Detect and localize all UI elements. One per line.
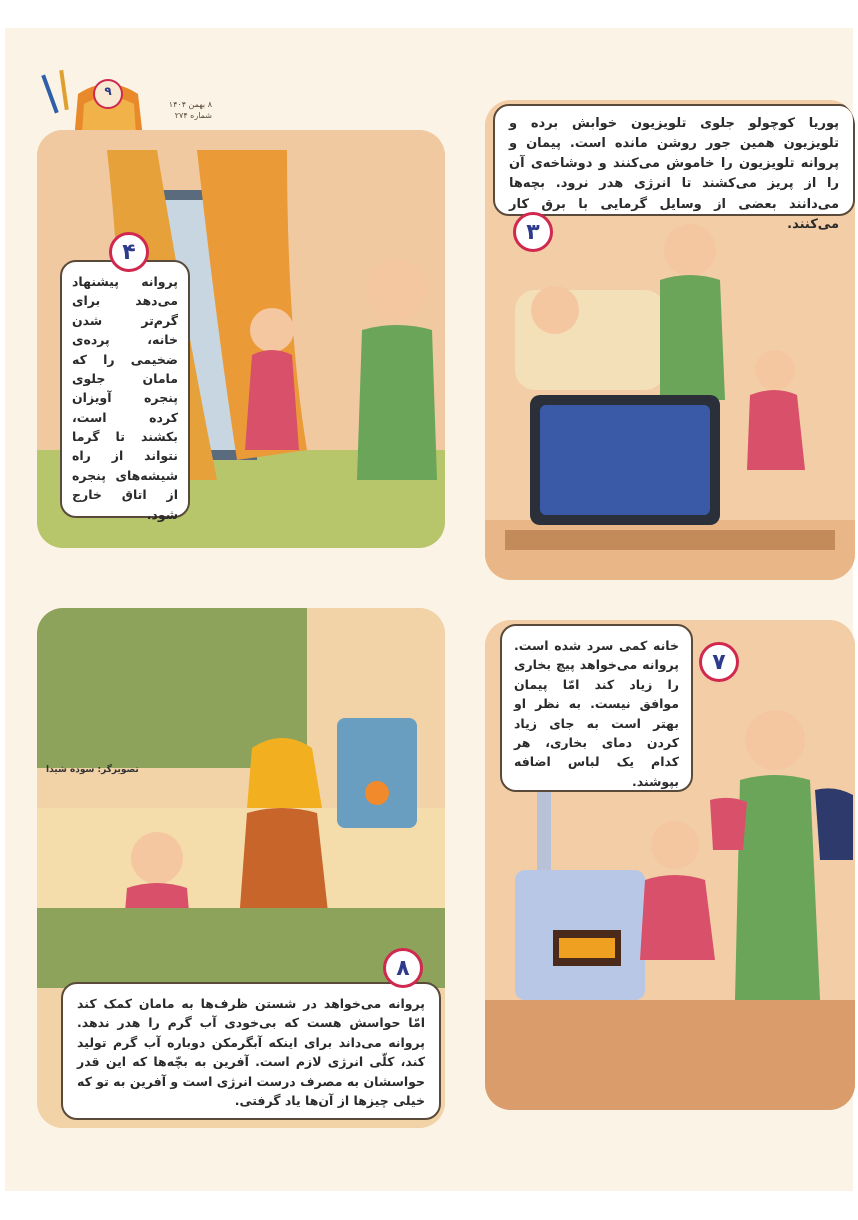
panel-4-illustration	[37, 130, 445, 548]
panel-4-text-content: پروانه پیشنهاد می‌دهد برای گرم‌تر شدن خانه، پرده‌ی ضخیمی را که مامان جلوی پنجره آویزان کرده است، بکشند تا گرما نتواند از راه شیشه‌های پنجره از اتاق خارج شود.	[72, 274, 178, 522]
panel-8-number: ۸	[383, 948, 423, 988]
panel-7-text	[500, 624, 693, 792]
panel-3-text-content: پوریا کوچولو جلوی تلویزیون خوابش برده و تلویزیون همین جور روشن مانده است. پیمان و پروانه تلویزیون را خاموش می‌کنند و دوشاخه‌ی آن را از پریز می‌کشند تا انرژی هدر نرود. بچه‌ها می‌دانند بعضی از وسایل گرمایی با برق کار می‌کنند.	[509, 116, 839, 232]
panel-7-illustration	[485, 620, 855, 1110]
panel-3-text	[493, 104, 855, 232]
panel-8-text	[61, 982, 441, 1120]
issue-date	[150, 100, 212, 122]
panel-3-number: ۳	[513, 212, 553, 252]
page-number: ۹	[104, 84, 112, 98]
panel-4-number: ۴	[109, 232, 149, 272]
panel-3-illustration	[485, 100, 855, 580]
panel-7-number: ۷	[699, 642, 739, 682]
date-text: ۸ بهمن ۱۴۰۴	[168, 100, 212, 109]
panel-8-text-content: پروانه می‌خواهد در شستن ظرف‌ها به مامان کمک کند امّا حواسش هست که بی‌خودی آب گرم را هدر ندهد. پروانه می‌داند برای اینکه آبگرمکن دوباره آب گرم تولید کند، کلّی انرژی لازم است. آفرین به بچّه‌ها که این قدر حواسشان به مصرف درست انرژی است و آفرین به تو که خیلی چیزها از آن‌ها یاد گرفتی.	[77, 996, 425, 1108]
issue-text: شماره ۲۷۴	[174, 110, 212, 120]
illustrator-credit: تصویرگر: سوده شیدا	[46, 765, 139, 775]
panel-4-text	[60, 260, 190, 522]
panel-7-text-content: خانه کمی سرد شده است. پروانه می‌خواهد پیچ بخاری را زیاد کند امّا پیمان موافق نیست. به نظر او بهتر است به جای زیاد کردن دمای بخاری، هر کدام یک لباس اضافه بپوشند.	[514, 638, 679, 789]
panel-8-illustration	[37, 608, 445, 1128]
